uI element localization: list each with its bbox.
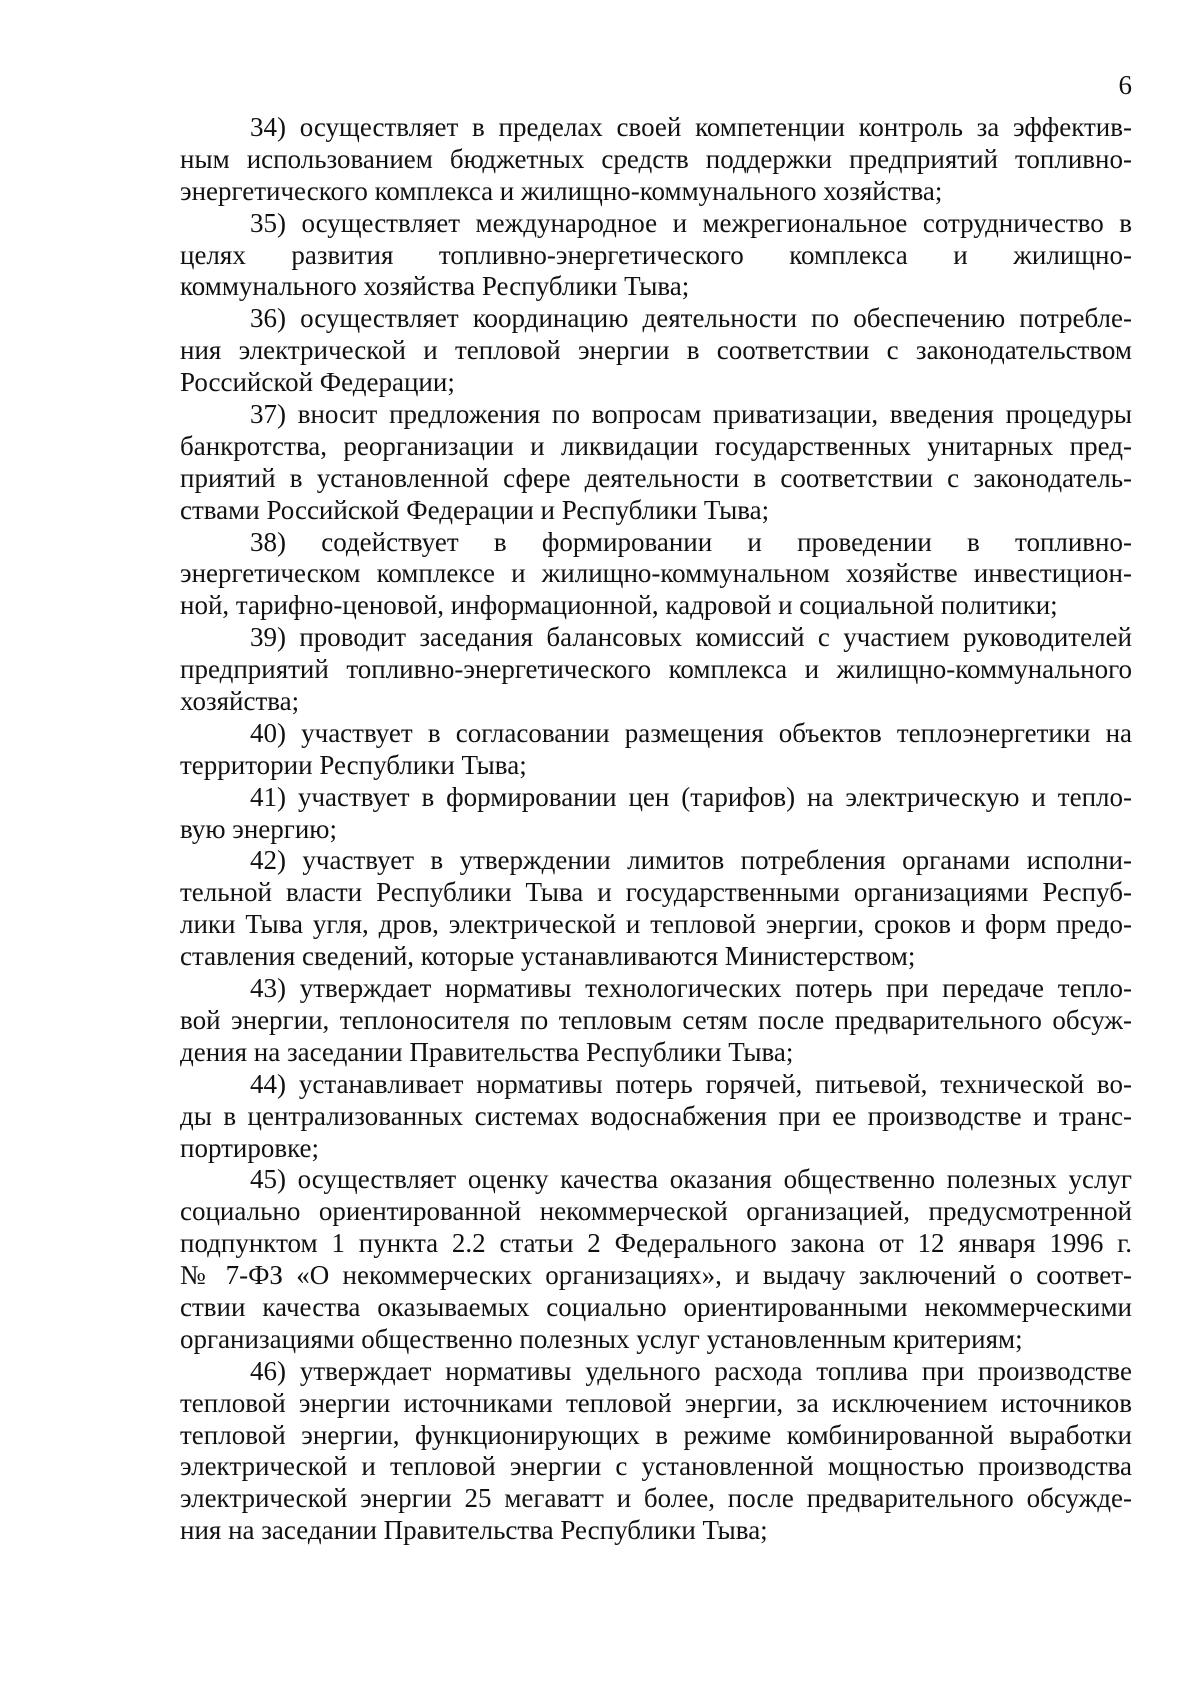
text-line: целях развития топливно-энергетического комплекса и жилищно-	[180, 239, 1132, 270]
paragraph-item-p35	[180, 208, 1132, 304]
text-line: коммунального хозяйства Республики Тыва;	[180, 271, 690, 302]
text-line: № 7-ФЗ «О некоммерческих организациях», и выдачу заключений о соответ-	[180, 1260, 1132, 1291]
text-line: подпунктом 1 пункта 2.2 статьи 2 Федерального закона от 12 января 1996 г.	[180, 1228, 1132, 1259]
text-line: Российской Федерации;	[180, 367, 455, 398]
text-line: 40) участвует в согласовании размещения объектов теплоэнергетики на	[250, 717, 1132, 748]
paragraph-item-p34	[180, 112, 1132, 208]
text-line: дения на заседании Правительства Республики Тыва;	[180, 1036, 794, 1067]
page-number: 6	[1118, 70, 1132, 100]
text-line: 46) утверждает нормативы удельного расхода топлива при производстве	[250, 1355, 1132, 1386]
text-line: ствами Российской Федерации и Республики Тыва;	[180, 494, 770, 525]
text-line: 42) участвует в утверждении лимитов потребления органами исполни-	[250, 845, 1132, 876]
text-line: энергетическом комплексе и жилищно-коммунальном хозяйстве инвестицион-	[180, 558, 1132, 589]
paragraph-item-p42	[180, 845, 1132, 973]
text-line: 44) устанавливает нормативы потерь горячей, питьевой, технической во-	[250, 1068, 1132, 1099]
text-line: тельной власти Республики Тыва и государственными организациями Респуб-	[180, 877, 1132, 908]
paragraph-item-p38	[180, 527, 1132, 623]
text-line: тепловой энергии, функционирующих в режиме комбинированной выработки	[180, 1419, 1132, 1450]
text-line: ной, тарифно-ценовой, информационной, кадровой и социальной политики;	[180, 590, 1058, 621]
text-line: 36) осуществляет координацию деятельности по обеспечению потребле-	[250, 303, 1132, 334]
text-line: предприятий топливно-энергетического комплекса и жилищно-коммунального	[180, 654, 1132, 685]
paragraph-item-p45	[180, 1164, 1132, 1355]
paragraph-item-p36	[180, 303, 1132, 399]
text-line: ния на заседании Правительства Республики Тыва;	[180, 1515, 768, 1546]
paragraph-item-p43	[180, 973, 1132, 1069]
paragraph-item-p41	[180, 782, 1132, 846]
paragraph-item-p46	[180, 1356, 1132, 1547]
text-line: энергетического комплекса и жилищно-коммунального хозяйства;	[180, 175, 943, 206]
text-line: приятий в установленной сфере деятельности в соответствии с законодатель-	[180, 462, 1132, 493]
text-line: банкротства, реорганизации и ликвидации государственных унитарных пред-	[180, 430, 1132, 461]
text-line: 34) осуществляет в пределах своей компетенции контроль за эффектив-	[250, 112, 1132, 142]
text-line: 45) осуществляет оценку качества оказания общественно полезных услуг	[250, 1164, 1132, 1195]
text-line: лики Тыва угля, дров, электрической и тепловой энергии, сроков и форм предо-	[180, 909, 1132, 940]
paragraph-item-p44	[180, 1069, 1132, 1165]
paragraph-item-p40	[180, 718, 1132, 782]
text-line: 37) вносит предложения по вопросам приватизации, введения процедуры	[250, 399, 1132, 430]
text-line: организациями общественно полезных услуг установленным критериям;	[180, 1323, 1023, 1354]
text-line: хозяйства;	[180, 686, 300, 717]
text-line: ствии качества оказываемых социально ориентированными некоммерческими	[180, 1291, 1132, 1322]
text-line: вой энергии, теплоносителя по тепловым сетям после предварительного обсуж-	[180, 1004, 1132, 1035]
text-line: ным использованием бюджетных средств поддержки предприятий топливно-	[180, 143, 1132, 174]
text-line: 39) проводит заседания балансовых комиссий с участием руководителей	[250, 622, 1132, 653]
text-line: электрической энергии 25 мегаватт и более, после предварительного обсужде-	[180, 1483, 1132, 1514]
body-text	[180, 112, 1132, 1547]
text-line: 43) утверждает нормативы технологических потерь при передаче тепло-	[250, 973, 1132, 1004]
text-line: тепловой энергии источниками тепловой энергии, за исключением источников	[180, 1387, 1132, 1418]
text-line: ставления сведений, которые устанавливаются Министерством;	[180, 941, 916, 972]
text-line: 41) участвует в формировании цен (тарифов) на электрическую и тепло-	[250, 781, 1132, 812]
text-line: социально ориентированной некоммерческой организацией, предусмотренной	[180, 1196, 1132, 1227]
text-line: ния электрической и тепловой энергии в соответствии с законодательством	[180, 335, 1132, 366]
text-line: 35) осуществляет международное и межрегиональное сотрудничество в	[250, 207, 1132, 238]
text-line: портировке;	[180, 1132, 320, 1163]
paragraph-item-p39	[180, 622, 1132, 718]
text-line: вую энергию;	[180, 813, 337, 844]
paragraph-item-p37	[180, 399, 1132, 527]
text-line: электрической и тепловой энергии с установленной мощностью производства	[180, 1451, 1132, 1482]
text-line: ды в централизованных системах водоснабжения при ее производстве и транс-	[180, 1100, 1132, 1131]
text-line: территории Республики Тыва;	[180, 749, 527, 780]
text-line: 38) содействует в формировании и проведении в топливно-	[250, 526, 1132, 557]
